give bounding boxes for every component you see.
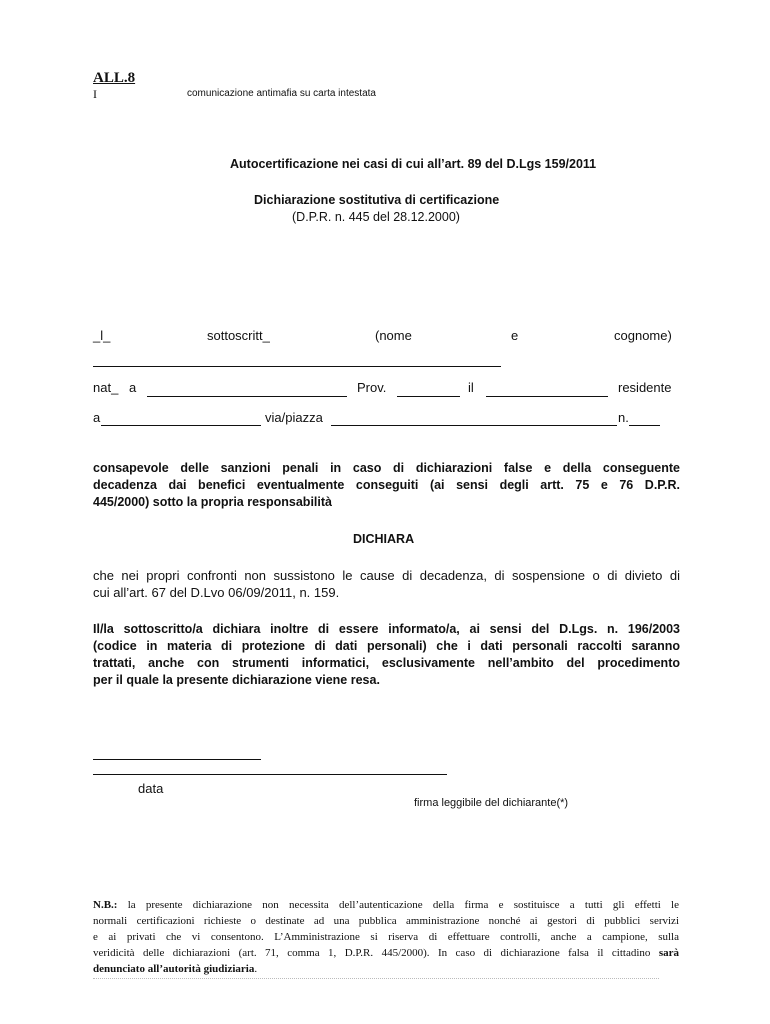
signed-label: sottoscritt_ bbox=[207, 328, 270, 343]
surname-label: cognome) bbox=[614, 328, 672, 343]
privacy-line: Il/la sottoscritto/a dichiara inoltre di essere informato/a, ai sensi del D.Lgs. n. 196/2003 bbox=[93, 622, 680, 636]
house-number-field-line[interactable] bbox=[629, 425, 660, 426]
footer-divider bbox=[93, 978, 659, 979]
province-field-line[interactable] bbox=[397, 396, 460, 397]
name-field-line[interactable] bbox=[93, 366, 501, 367]
footnote-line: N.B.: la presente dichiarazione non necessita dell’autenticazione della firma e sostituisce a tutti gli effetti le bbox=[93, 899, 679, 911]
city-field-line[interactable] bbox=[101, 425, 261, 426]
name-label: (nome bbox=[375, 328, 412, 343]
residence-at-label: a bbox=[93, 410, 101, 425]
statement-line: cui all’art. 67 del D.Lvo 06/09/2011, n. 159. bbox=[93, 585, 340, 600]
street-label: via/piazza bbox=[265, 410, 323, 425]
privacy-line: per il quale la presente dichiarazione viene resa. bbox=[93, 673, 380, 687]
awareness-line: 445/2000) sotto la propria responsabilità bbox=[93, 495, 332, 509]
prov-label: Prov. bbox=[357, 380, 387, 395]
footnote-line: denunciato all’autorità giudiziaria. bbox=[93, 963, 258, 975]
birth-date-field-line[interactable] bbox=[486, 396, 608, 397]
signature-label: firma leggibile del dichiarante(*) bbox=[414, 797, 569, 809]
resident-label: residente bbox=[618, 380, 672, 395]
awareness-paragraph bbox=[93, 460, 680, 511]
privacy-line: trattati, anche con strumenti informatici, esclusivamente nell’ambito del procedimento bbox=[93, 656, 680, 670]
born-label: nat_ bbox=[93, 380, 119, 395]
gender-prefix: _l_ bbox=[93, 328, 111, 343]
awareness-line: consapevole delle sanzioni penali in caso di dichiarazioni false e della conseguente bbox=[93, 461, 680, 475]
signature-field-line[interactable] bbox=[93, 774, 447, 775]
subtitle: Dichiarazione sostitutiva di certificazione bbox=[254, 193, 500, 207]
number-label: n. bbox=[618, 410, 629, 425]
street-field-line[interactable] bbox=[331, 425, 617, 426]
main-title: Autocertificazione nei casi di cui all’art. 89 del D.Lgs 159/2011 bbox=[230, 157, 597, 171]
privacy-paragraph bbox=[93, 621, 680, 689]
footnote bbox=[93, 897, 679, 977]
document-code: ALL.8 bbox=[93, 70, 136, 86]
subtitle-reference: (D.P.R. n. 445 del 28.12.2000) bbox=[292, 210, 460, 224]
form-row-name bbox=[93, 328, 680, 346]
statement-line: che nei propri confronti non sussistono le cause di decadenza, di sospensione o di divieto di bbox=[93, 568, 680, 583]
birth-at-label: a bbox=[129, 380, 137, 395]
privacy-line: (codice in materia di protezione di dati personali) che i dati personali raccolti saranno bbox=[93, 639, 680, 653]
header-note: comunicazione antimafia su carta intestata bbox=[187, 88, 376, 99]
header-marker: I bbox=[93, 87, 97, 101]
declares-heading: DICHIARA bbox=[353, 532, 415, 546]
statement-paragraph bbox=[93, 567, 680, 601]
footnote-label: N.B.: bbox=[93, 899, 118, 911]
awareness-line: decadenza dai benefici eventualmente conseguiti (ai sensi degli artt. 75 e 76 D.P.R. bbox=[93, 478, 680, 492]
date-field-line[interactable] bbox=[93, 759, 261, 760]
birthplace-field-line[interactable] bbox=[147, 396, 347, 397]
footnote-line: normali certificazioni richieste o destinate ad una pubblica amministrazione nonché ai gestori di pubblici servizi bbox=[93, 915, 679, 927]
birth-date-label: il bbox=[468, 380, 474, 395]
date-label: data bbox=[138, 781, 164, 796]
and-label: e bbox=[511, 328, 519, 343]
footnote-line: e ai privati che vi consentono. L’Amministrazione si riserva di effettuare controlli, anche a campione, sulla bbox=[93, 931, 679, 943]
footnote-line: veridicità delle dichiarazioni (art. 71, comma 1, D.P.R. 445/2000). In caso di dichiarazione falsa il cittadino sarà bbox=[93, 947, 680, 959]
